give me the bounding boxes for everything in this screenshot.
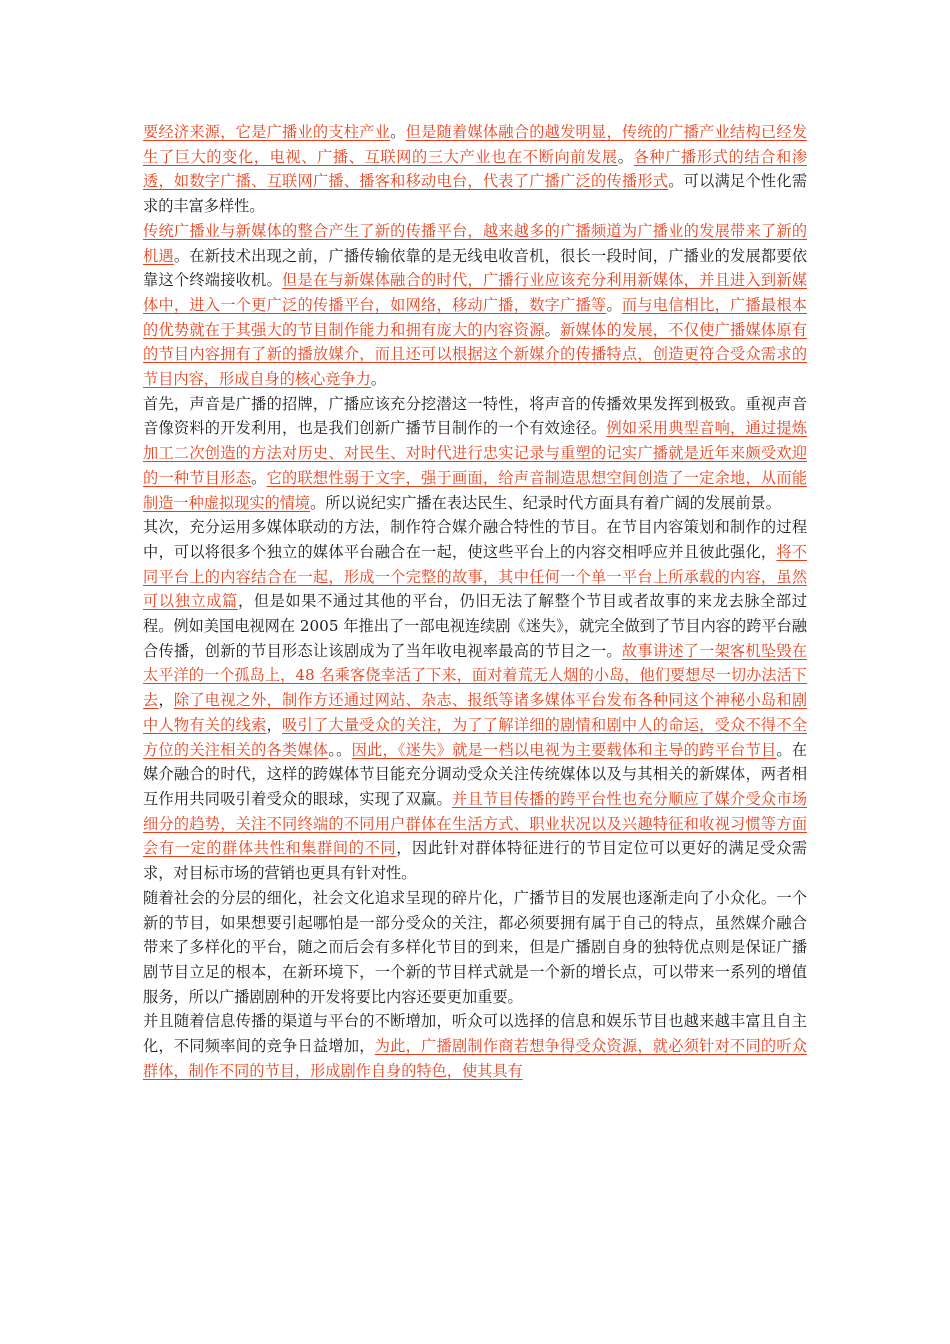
- body-text: 。在新技术出现之前，广播传输依靠的是无线电收音机，很长一段时间，广播业的发展都要依靠这个终端接收机。: [143, 246, 808, 290]
- body-text: 。: [544, 320, 561, 339]
- paragraph: [143, 1009, 807, 1083]
- body-text: 。可以满足个性化需求的丰富多样性。: [143, 172, 808, 216]
- highlighted-text: 要经济来源，它是广播业的支柱产业: [143, 123, 391, 141]
- highlighted-text: 但是在与新媒体融合的时代，广播行业应该充分利用新媒体，并且进入到新媒体中，进入一个更广泛的传播平台，如网络，移动广播，数字广播等: [143, 271, 808, 314]
- highlighted-text: 除了电视之外，制作方还通过网站、杂志、报纸等诸多媒体平台发布各种同这个神秘小岛和剧中人物有关的线索: [143, 691, 808, 734]
- body-text: 。: [251, 468, 267, 487]
- body-text: 。: [370, 370, 386, 389]
- highlighted-text: 并且节目传播的跨平台性也充分顺应了媒介受众市场细分的趋势，关注不同终端的不同用户群体在生活方式、职业状况以及兴趣特征和收视习惯等方面会有一定的群体共性和集群间的不同: [143, 789, 808, 858]
- paragraph: [143, 515, 807, 886]
- body-text: ，: [158, 691, 174, 710]
- body-text: 其次，充分运用多媒体联动的方法，制作符合媒介融合特性的节目。在节目内容策划和制作的过程中，可以将很多个独立的媒体平台融合在一起，使这些平台上的内容交相呼应并且彼此强化，: [143, 518, 807, 561]
- body-text: 并且随着信息传播的渠道与平台的不断增加，听众可以选择的信息和娱乐节目也越来越丰富且自主化，不同频率间的竞争日益增加，: [143, 1012, 807, 1056]
- highlighted-text: 新媒体的发展，不仅使广播媒体原有的节目内容拥有了新的播放媒介，而且还可以根据这个新媒介的传播特点，创造更符合受众需求的节目内容，形成自身的核心竞争力: [143, 320, 808, 389]
- highlighted-text: 因此，《迷失》就是一档以电视为主要载体和主导的跨平台节目: [351, 740, 777, 759]
- highlighted-text: 但是随着媒体融合的越发明显，传统的广播产业结构已经发生了巨大的变化，电视、广播、互联网的三大产业也在不断向前发展: [143, 123, 808, 166]
- paragraph: [143, 392, 807, 516]
- highlighted-text: 它的联想性弱于文字，强于画面，给声音制造思想空间创造了一定余地，从而能制造一种虚拟现实的情境: [143, 468, 808, 512]
- highlighted-text: 而与电信相比，广播最根本的优势就在于其强大的节目制作能力和拥有庞大的内容资源: [143, 295, 808, 339]
- body-text: 。: [617, 147, 634, 166]
- paragraph: [143, 886, 807, 1010]
- highlighted-text: 故事讲述了一架客机坠毁在太平洋的一个孤岛上，48 名乘客侥幸活了下来，面对着荒无人烟的小岛，他们要想尽一切办法活下去: [143, 641, 808, 710]
- document-body: [143, 120, 807, 1083]
- body-text: 。在媒介融合的时代，这样的跨媒体节目能充分调动受众关注传统媒体以及与其相关的新媒体，两者相互作用共同吸引着受众的眼球，实现了双赢。: [143, 740, 808, 808]
- body-text: ，但是如果不通过其他的平台，仍旧无法了解整个节目或者故事的来龙去脉全部过程。例如美国电视网在 2005 年推出了一部电视连续剧《迷失》，就完全做到了节目内容的跨平台融合传播，创新的节目形态让该剧成为了当年收电视率最高的节目之一。: [143, 592, 808, 660]
- body-text: ，: [266, 715, 283, 734]
- paragraph: [143, 120, 807, 219]
- body-text: 。。: [328, 740, 352, 759]
- body-text: 首先，声音是广播的招牌，广播应该充分挖潜这一特性，将声音的传播效果发挥到极致。重视声音音像资料的开发利用，也是我们创新广播节目制作的一个有效途径。: [143, 394, 807, 438]
- paragraph: [143, 219, 807, 392]
- highlighted-text: 各种广播形式的结合和渗透，如数字广播、互联网广播、播客和移动电台，代表了广播广泛的传播形式: [143, 147, 808, 191]
- highlighted-text: 为此，广播剧制作商若想争得受众资源，就必须针对不同的听众群体，制作不同的节目，形成剧作自身的特色，使其具有: [143, 1037, 808, 1080]
- body-text: 。: [390, 123, 406, 141]
- body-text: 。所以说纪实广播在表达民生、纪录时代方面具有着广阔的发展前景。: [310, 493, 781, 512]
- body-text: ，因此针对群体特征进行的节目定位可以更好的满足受众需求，对目标市场的营销也更具有针对性。: [143, 839, 808, 883]
- highlighted-text: 吸引了大量受众的关注，为了了解详细的剧情和剧中人的命运，受众不得不全方位的关注相关的各类媒体: [143, 715, 808, 759]
- body-text: 。: [606, 295, 622, 314]
- highlighted-text: 将不同平台上的内容结合在一起，形成一个完整的故事，其中任何一个单一平台上所承载的内容，虽然可以独立成篇: [143, 542, 808, 611]
- highlighted-text: 传统广播业与新媒体的整合产生了新的传播平台，越来越多的广播频道为广播业的发展带来了新的机遇: [143, 221, 807, 265]
- body-text: 随着社会的分层的细化，社会文化追求呈现的碎片化，广播节目的发展也逐渐走向了小众化。一个新的节目，如果想要引起哪怕是一部分受众的关注，都必须要拥有属于自己的特点，虽然媒介融合带来了多样化的平台，随之而后会有多样化节目的到来，但是广播剧自身的独特优点则是保证广播剧节目立足的根本，在新环境下，一个新的节目样式就是一个新的增长点，可以带来一系列的增值服务，所以广播剧剧种的开发将要比内容还要更加重要。: [143, 888, 807, 1006]
- highlighted-text: 例如采用典型音响，通过提炼加工二次创造的方法对历史、对民生、对时代进行忠实记录与重塑的记实广播就是近年来颇受欢迎的一种节目形态: [143, 419, 808, 487]
